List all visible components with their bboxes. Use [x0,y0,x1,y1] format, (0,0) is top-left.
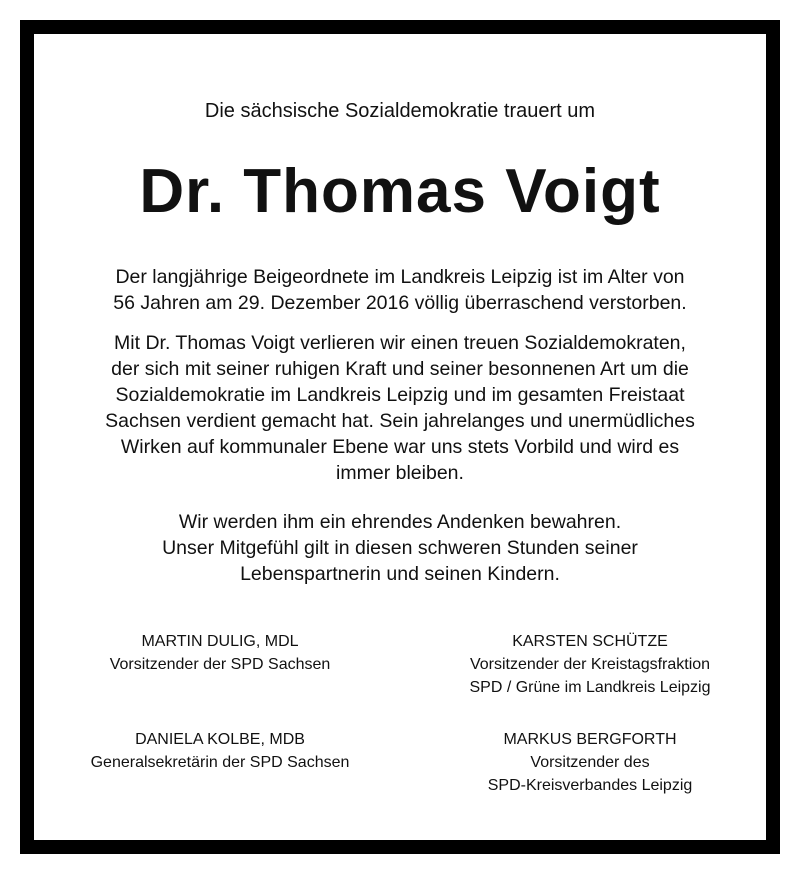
signatory-block [50,728,390,774]
text-line: Mit Dr. Thomas Voigt verlieren wir einen treuen Sozialdemokraten, [114,332,686,354]
signatory-role: Vorsitzender der Kreistagsfraktion [469,656,711,673]
text-line: Lebenspartnerin und seinen Kindern. [240,563,560,585]
signatory-role: SPD-Kreisverbandes Leipzig [487,777,693,794]
text-line: Wir werden ihm ein ehrendes Andenken bewahren. [178,511,622,533]
text-line: immer bleiben. [336,462,464,484]
signatory-block [420,630,760,699]
signatory-role: Generalsekretärin der SPD Sachsen [90,754,350,771]
paragraph-condolence [54,509,746,587]
text-line: Sozialdemokratie im Landkreis Leipzig und im gesamten Freistaat [115,384,685,406]
signatory-role: Vorsitzender des [530,754,650,771]
text-line: Der langjährige Beigeordnete im Landkreis Leipzig ist im Alter von [115,266,685,288]
text-line: 56 Jahren am 29. Dezember 2016 völlig überraschend verstorben. [113,292,687,314]
text-line: Unser Mitgefühl gilt in diesen schweren Stunden seiner [162,537,638,559]
paragraph-announcement [54,264,746,316]
obituary-notice [20,20,780,854]
signatory-role: SPD / Grüne im Landkreis Leipzig [469,679,711,696]
signatory-name: MARKUS BERGFORTH [503,731,677,748]
signatory-block [420,728,760,797]
signatory-name: DANIELA KOLBE, MDB [135,731,305,748]
signatory-name: KARSTEN SCHÜTZE [512,633,668,650]
text-line: Sachsen verdient gemacht hat. Sein jahrelanges und unermüdliches [105,410,695,432]
signatory-block [50,630,390,676]
intro-line: Die sächsische Sozialdemokratie trauert um [204,100,596,122]
deceased-name: Dr. Thomas Voigt [139,157,661,226]
signatory-name: MARTIN DULIG, MDL [141,633,299,650]
text-line: Wirken auf kommunaler Ebene war uns stets Vorbild und wird es [120,436,680,458]
signatory-role: Vorsitzender der SPD Sachsen [109,656,331,673]
text-line: der sich mit seiner ruhigen Kraft und seiner besonnenen Art um die [111,358,689,380]
paragraph-tribute [54,330,746,486]
